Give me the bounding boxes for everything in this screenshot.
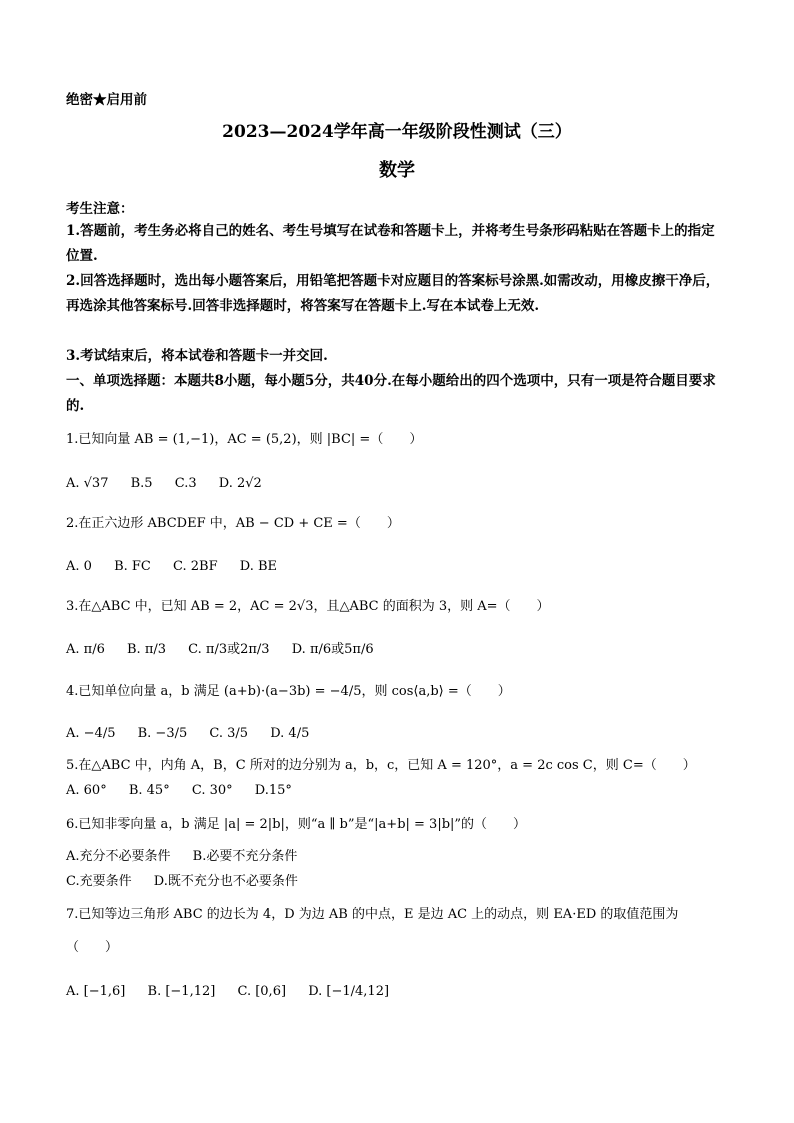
note-3: 3.考试结束后，将本试卷和答题卡一并交回. bbox=[66, 348, 328, 364]
option-c: C. 2BF bbox=[173, 559, 218, 574]
question-5-options bbox=[66, 781, 728, 801]
option-d: D. [−1/4,12] bbox=[308, 984, 390, 999]
subject-title: 数学 bbox=[379, 160, 415, 181]
option-d: D. BE bbox=[239, 559, 278, 574]
option-c: C. 30° bbox=[191, 783, 233, 798]
option-b: B. π/3 bbox=[127, 642, 167, 657]
question-4-options bbox=[66, 724, 728, 744]
option-a: A.充分不必要条件 bbox=[66, 849, 171, 864]
option-d: D. 2√2 bbox=[218, 476, 262, 491]
option-c: C. 3/5 bbox=[209, 726, 249, 741]
exam-title: 2023—2024学年高一年级阶段性测试（三） bbox=[222, 122, 572, 142]
option-c: C. π/3或2π/3 bbox=[188, 642, 270, 657]
option-b: B. 45° bbox=[128, 783, 170, 798]
question-4-stem: 4.已知单位向量 a，b 满足 (a+b)·(a−3b) = −4/5，则 cos⟨a,b⟩ =（ ） bbox=[66, 684, 511, 699]
question-1-options bbox=[66, 474, 728, 494]
question-7-options bbox=[66, 982, 728, 1002]
option-d: D. π/6或5π/6 bbox=[291, 642, 374, 657]
option-d: D.15° bbox=[254, 783, 292, 798]
question-6-options-row-1 bbox=[66, 847, 728, 867]
question-6-stem: 6.已知非零向量 a，b 满足 |a| = 2|b|，则“a ∥ b”是“|a+b| = 3|b|”的（ ） bbox=[66, 817, 527, 832]
confidential-label: 绝密★启用前 bbox=[66, 92, 147, 108]
question-1-stem: 1.已知向量 AB = (1,−1)，AC = (5,2)，则 |BC| =（ ） bbox=[66, 432, 423, 447]
question-6-options-row-2 bbox=[66, 872, 728, 892]
option-b: B. −3/5 bbox=[137, 726, 188, 741]
section-heading: 一、单项选择题：本题共8小题，每小题5分，共40分.在每小题给出的四个选项中，只有一项是符合题目要求的. bbox=[66, 373, 716, 414]
option-c: C.3 bbox=[174, 476, 197, 491]
question-7-stem: 7.已知等边三角形 ABC 的边长为 4，D 为边 AB 的中点，E 是边 AC 上的动点，则 EA·ED 的取值范围为 bbox=[66, 907, 679, 922]
option-b: B.必要不充分条件 bbox=[192, 849, 298, 864]
option-d: D.既不充分也不必要条件 bbox=[153, 874, 298, 889]
question-7-blank: （ ） bbox=[66, 940, 119, 955]
question-5-stem: 5.在△ABC 中，内角 A，B，C 所对的边分别为 a，b，c，已知 A = 120°，a = 2c cos C，则 C=（ ） bbox=[66, 758, 696, 773]
option-a: A. −4/5 bbox=[66, 726, 116, 741]
notes-heading: 考生注意： bbox=[66, 201, 134, 217]
question-3-stem: 3.在△ABC 中，已知 AB = 2，AC = 2√3，且△ABC 的面积为 3，则 A=（ ） bbox=[66, 599, 550, 614]
option-c: C. [0,6] bbox=[237, 984, 287, 999]
option-a: A. √37 bbox=[66, 476, 109, 491]
option-a: A. 0 bbox=[66, 559, 92, 574]
note-2: 2.回答选择题时，选出每小题答案后，用铅笔把答题卡对应题目的答案标号涂黑.如需改动，用橡皮擦干净后，再选涂其他答案标号.回答非选择题时，将答案写在答题卡上.写在本试卷上无效. bbox=[66, 273, 720, 314]
option-d: D. 4/5 bbox=[270, 726, 310, 741]
question-2-options bbox=[66, 557, 728, 577]
option-a: A. 60° bbox=[66, 783, 107, 798]
option-b: B.5 bbox=[130, 476, 153, 491]
option-c: C.充要条件 bbox=[66, 874, 132, 889]
question-2-stem: 2.在正六边形 ABCDEF 中，AB − CD + CE =（ ） bbox=[66, 516, 400, 531]
note-1: 1.答题前，考生务必将自己的姓名、考生号填写在试卷和答题卡上，并将考生号条形码粘贴在答题卡上的指定位置. bbox=[66, 223, 715, 264]
option-a: A. π/6 bbox=[66, 642, 105, 657]
option-b: B. [−1,12] bbox=[147, 984, 216, 999]
question-3-options bbox=[66, 640, 728, 660]
option-b: B. FC bbox=[114, 559, 151, 574]
option-a: A. [−1,6] bbox=[66, 984, 126, 999]
